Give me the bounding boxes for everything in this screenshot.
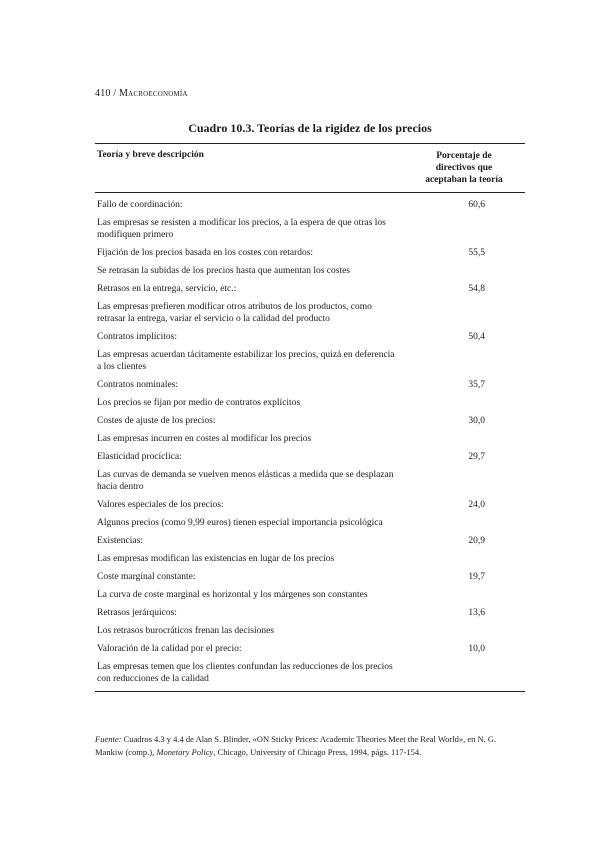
theory-percentage: 10,0 — [468, 644, 485, 654]
table-bottom-rule — [95, 691, 525, 692]
theory-description: Las empresas incurren en costes al modificar los precios — [97, 434, 312, 444]
theory-name: Costes de ajuste de los precios: — [97, 416, 216, 426]
theory-percentage: 20,9 — [468, 536, 485, 546]
theory-name: Valoración de la calidad por el precio: — [97, 644, 242, 654]
page-number: 410 — [95, 88, 111, 99]
theory-name: Coste marginal constante: — [97, 572, 196, 582]
theory-percentage: 19,7 — [468, 572, 485, 582]
theory-percentage: 30,0 — [468, 416, 485, 426]
theory-description: Las empresas temen que los clientes confundan las reducciones de los precios con reducciones de la calidad — [97, 662, 393, 684]
theory-name: Fijación de los precios basada en los costes con retardos: — [97, 248, 314, 258]
running-header — [95, 88, 188, 99]
col-theory-header: Teoría y breve descripción — [97, 150, 204, 160]
theory-description: Se retrasan la subidas de los precios hasta que aumentan los costes — [97, 266, 350, 276]
theory-percentage: 54,8 — [468, 284, 485, 294]
col-percentage-line2: directivos que — [435, 163, 493, 173]
theory-description: Las empresas modifican las existencias en lugar de los precios — [97, 554, 335, 564]
source-book-title: Monetary Policy — [156, 747, 214, 757]
table-row — [95, 283, 525, 325]
theory-percentage: 29,7 — [468, 452, 485, 462]
theory-description: La curva de coste marginal es horizontal y los márgenes son constantes — [97, 590, 368, 600]
theory-name: Existencias: — [97, 536, 143, 546]
theory-name: Retrasos en la entrega, servicio, etc.: — [97, 284, 237, 294]
table-row — [95, 331, 525, 373]
col-percentage-line3: aceptaban la teoría — [425, 175, 503, 185]
source-note — [95, 733, 525, 759]
theory-percentage: 35,7 — [468, 380, 485, 390]
source-label: Fuente: — [95, 734, 122, 744]
table-row — [95, 415, 525, 445]
theory-name: Contratos implícitos: — [97, 332, 177, 342]
col-percentage-line1: Porcentaje de — [436, 151, 492, 161]
table-row — [95, 379, 525, 409]
theory-percentage: 24,0 — [468, 500, 485, 510]
theory-percentage: 13,6 — [468, 608, 485, 618]
table-row — [95, 247, 525, 277]
theory-name: Fallo de coordinación: — [97, 200, 183, 210]
col-percentage-header — [409, 150, 519, 186]
theory-percentage: 55,5 — [468, 248, 485, 258]
theory-name: Contratos nominales: — [97, 380, 179, 390]
theory-description: Los retrasos burocráticos frenan las decisiones — [97, 626, 275, 636]
section-title: Macroeconomía — [119, 88, 188, 99]
source-text-2: , Chicago, University of Chicago Press, 1994, págs. 117-154. — [213, 747, 422, 757]
source-text-1: Cuadros 4.3 y 4.4 de Alan S. Blinder, «ON Sticky Prices: Academic Theories Meet the Real World», en N. G. Mankiw (comp.), — [95, 734, 497, 757]
theory-percentage: 50,4 — [468, 332, 485, 342]
header-separator: / — [113, 88, 117, 99]
theory-name: Valores especiales de los precios: — [97, 500, 224, 510]
theory-description: Las empresas acuerdan tácitamente estabilizar los precios, quizá en deferencia a los clientes — [97, 350, 395, 372]
table-body — [95, 193, 525, 685]
table-row — [95, 499, 525, 529]
theories-table — [95, 143, 525, 692]
theory-description: Las empresas se resisten a modificar los precios, a la espera de que otras los modifiquen primero — [97, 218, 386, 240]
theory-description: Las empresas prefieren modificar otros atributos de los productos, como retrasar la entrega, variar el servicio o la calidad del producto — [97, 302, 372, 324]
table-row — [95, 643, 525, 685]
theory-name: Elasticidad procíclica: — [97, 452, 182, 462]
theory-description: Algunos precios (como 9,99 euros) tienen especial importancia psicológica — [97, 518, 383, 528]
table-row — [95, 451, 525, 493]
table-row — [95, 535, 525, 565]
table-row — [95, 607, 525, 637]
theory-percentage: 60,6 — [468, 200, 485, 210]
table-header — [95, 144, 525, 192]
theory-description: Las curvas de demanda se vuelven menos elásticas a medida que se desplazan hacia dentro — [97, 470, 394, 492]
table-row — [95, 571, 525, 601]
table-row — [95, 199, 525, 241]
theory-description: Los precios se fijan por medio de contratos explícitos — [97, 398, 301, 408]
table-title: Cuadro 10.3. Teorías de la rigidez de los precios — [188, 121, 432, 135]
theory-name: Retrasos jerárquicos: — [97, 608, 177, 618]
